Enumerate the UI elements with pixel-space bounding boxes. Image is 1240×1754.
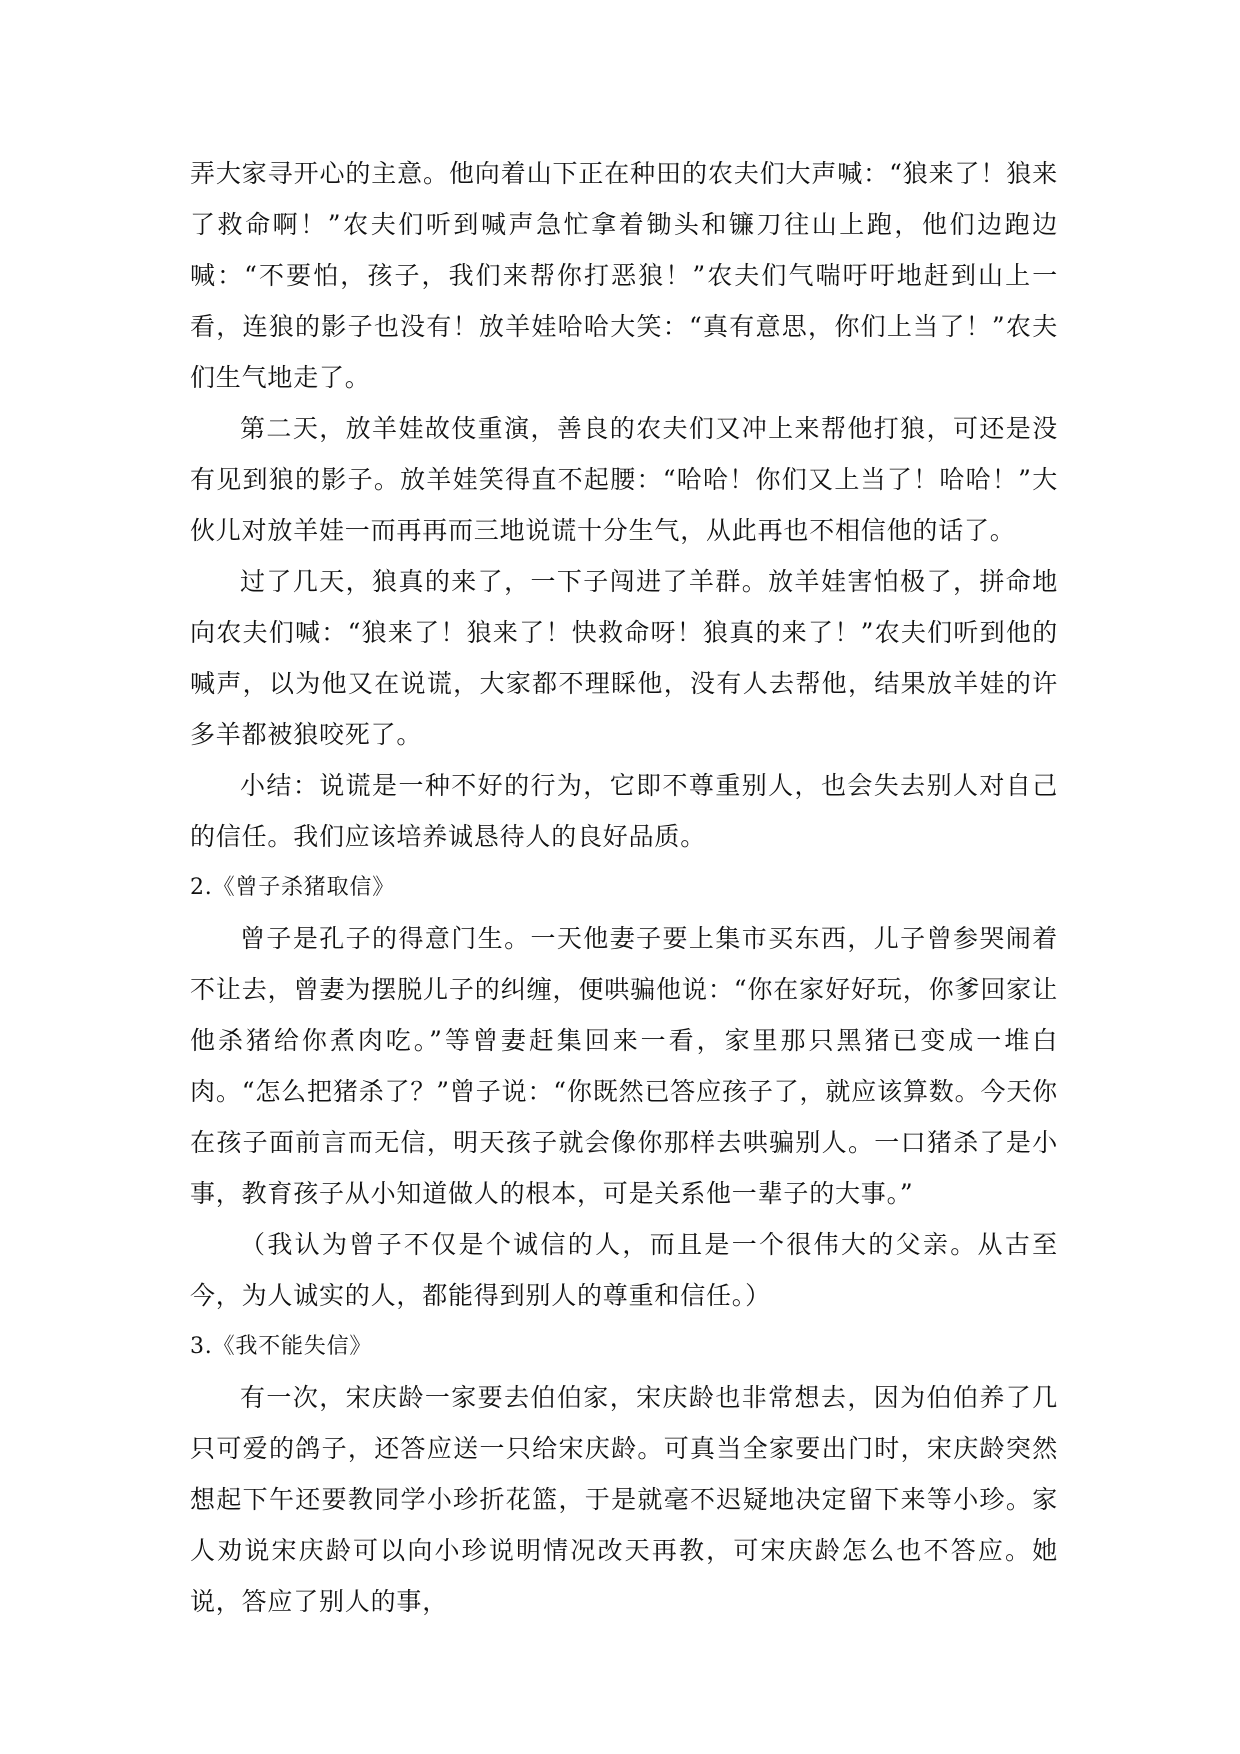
paragraph-wolf-story-continued: 弄大家寻开心的主意。他向着山下正在种田的农夫们大声喊：“狼来了！狼来了救命啊！”农夫们听到喊声急忙拿着锄头和镰刀往山上跑，他们边跑边喊：“不要怕，孩子，我们来帮你打恶狼！”农夫们气喘吁吁地赶到山上一看，连狼的影子也没有！放羊娃哈哈大笑：“真有意思，你们上当了！”农夫们生气地走了。 xyxy=(190,159,1058,392)
paragraph-wolf-arrives: 过了几天，狼真的来了，一下子闯进了羊群。放羊娃害怕极了，拼命地向农夫们喊：“狼来了！狼来了！快救命呀！狼真的来了！”农夫们听到他的喊声，以为他又在说谎，大家都不理睬他，没有人去帮他，结果放羊娃的许多羊都被狼咬死了。 xyxy=(190,567,1058,749)
paragraph-second-day: 第二天，放羊娃故伎重演，善良的农夫们又冲上来帮他打狼，可还是没有见到狼的影子。放羊娃笑得直不起腰：“哈哈！你们又上当了！哈哈！”大伙儿对放羊娃一而再再而三地说谎十分生气，从此再也不相信他的话了。 xyxy=(190,414,1058,545)
heading-cannot-break-promise: 3.《我不能失信》 xyxy=(190,1334,373,1359)
heading-zengzi-story: 2.《曾子杀猪取信》 xyxy=(190,875,395,900)
document-page xyxy=(190,148,1058,1627)
paragraph-zengzi-comment: （我认为曾子不仅是个诚信的人，而且是一个很伟大的父亲。从古至今，为人诚实的人，都能得到别人的尊重和信任。） xyxy=(190,1230,1058,1310)
paragraph-summary: 小结：说谎是一种不好的行为，它即不尊重别人，也会失去别人对自己的信任。我们应该培养诚恳待人的良好品质。 xyxy=(190,771,1058,851)
paragraph-song-qingling: 有一次，宋庆龄一家要去伯伯家，宋庆龄也非常想去，因为伯伯养了几只可爱的鸽子，还答应送一只给宋庆龄。可真当全家要出门时，宋庆龄突然想起下午还要教同学小珍折花篮，于是就毫不迟疑地决定留下来等小珍。家人劝说宋庆龄可以向小珍说明情况改天再教，可宋庆龄怎么也不答应。她说，答应了别人的事， xyxy=(190,1383,1058,1616)
paragraph-zengzi-story: 曾子是孔子的得意门生。一天他妻子要上集市买东西，儿子曾参哭闹着不让去，曾妻为摆脱儿子的纠缠，便哄骗他说：“你在家好好玩，你爹回家让他杀猪给你煮肉吃。”等曾妻赶集回来一看，家里那只黑猪已变成一堆白肉。“怎么把猪杀了？”曾子说：“你既然已答应孩子了，就应该算数。今天你在孩子面前言而无信，明天孩子就会像你那样去哄骗别人。一口猪杀了是小事，教育孩子从小知道做人的根本，可是关系他一辈子的大事。” xyxy=(190,924,1058,1208)
